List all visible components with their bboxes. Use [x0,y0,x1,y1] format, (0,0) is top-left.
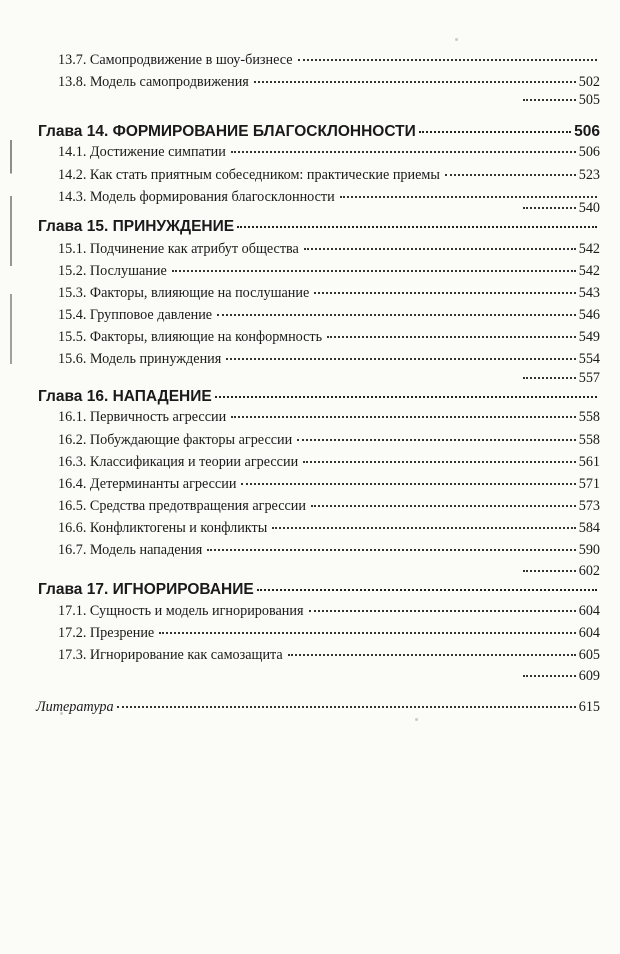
scan-speck [455,38,458,41]
toc-section [58,48,600,69]
toc-page-number [520,88,600,109]
toc-dot-leader [288,640,576,656]
toc-entry-title: 14.3. Модель формирования благосклонности [58,189,335,205]
scan-speck [415,718,418,721]
toc-references [36,695,600,716]
toc-entry-title: 16.7. Модель нападения [58,542,203,558]
toc-section [58,621,600,642]
toc-dot-leader [231,137,576,153]
toc-section [58,325,600,346]
toc-entry-title: 17.2. Презрение [58,625,155,641]
toc-page-number: 573 [578,498,600,514]
toc-entry-title: 17.3. Игнорирование как самозащита [58,647,283,663]
toc-page-number: 571 [578,476,600,492]
toc-entry-title: Литература [36,699,114,715]
toc-dot-leader [159,618,576,634]
toc-dot-leader [523,363,576,379]
toc-page-number: 554 [578,351,600,367]
toc-section [58,185,600,206]
toc-dot-leader [207,535,575,551]
toc-dot-leader [226,344,575,360]
toc-dot-leader [523,85,576,101]
toc-page-number: 543 [578,285,600,301]
toc-dot-leader [215,382,597,398]
toc-entry-title: Глава 16. НАПАДЕНИЕ [38,388,212,405]
toc-section [58,450,600,471]
toc-entry-title: 15.1. Подчинение как атрибут общества [58,241,299,257]
toc-section [58,140,600,161]
toc-dot-leader [419,117,571,133]
toc-entry-title: Глава 17. ИГНОРИРОВАНИЕ [38,581,254,598]
toc-page-number: 540 [578,200,600,216]
toc-entry-title: 15.3. Факторы, влияющие на послушание [58,285,310,301]
toc-page-number: 602 [578,563,600,579]
toc-section [58,494,600,515]
toc-section [58,163,600,184]
toc-entry-title: 16.3. Классификация и теории агрессии [58,454,299,470]
toc-entry-title: 17.1. Сущность и модель игнорирования [58,603,304,619]
toc-dot-leader [445,160,576,176]
toc-section [58,516,600,537]
toc-dot-leader [237,212,597,228]
toc-dot-leader [172,256,576,272]
toc-page-number: 557 [578,370,600,386]
toc-page-number: 558 [578,409,600,425]
toc-section [58,259,600,280]
toc-entry-title: 16.6. Конфликтогены и конфликты [58,520,268,536]
toc-entry-title: 15.5. Факторы, влияющие на конформность [58,329,323,345]
toc-dot-leader [241,469,575,485]
toc-dot-leader [523,556,576,572]
toc-dot-leader [231,402,576,418]
toc-section [58,405,600,426]
toc-dot-leader [327,322,576,338]
toc-page-number [520,664,600,685]
toc-page-number: 615 [578,699,600,715]
toc-dot-leader [311,491,576,507]
scan-edge-mark [10,140,12,420]
toc-entry-title: 16.2. Побуждающие факторы агрессии [58,432,293,448]
toc-entry-title: 15.2. Послушание [58,263,167,279]
toc-dot-leader [303,447,576,463]
toc-section [58,428,600,449]
toc-dot-leader [257,575,597,591]
toc-page-number: 604 [578,603,600,619]
toc-dot-leader [297,425,575,441]
toc-entry-title: 15.6. Модель принуждения [58,351,222,367]
toc-section [58,281,600,302]
toc-section [58,599,600,620]
toc-page-number: 506 [574,123,600,140]
toc-entry-title: Глава 14. ФОРМИРОВАНИЕ БЛАГОСКЛОННОСТИ [38,123,416,140]
toc-dot-leader [304,234,576,250]
toc-section [58,347,600,368]
toc-page-number: 506 [578,144,600,160]
toc-section [58,237,600,258]
toc-dot-leader [217,300,576,316]
toc-entry-title: 14.2. Как стать приятным собеседником: практические приемы [58,167,440,183]
toc-dot-leader [117,692,576,708]
toc-entry-title: 15.4. Групповое давление [58,307,213,323]
toc-entry-title: 16.5. Средства предотвращения агрессии [58,498,306,514]
toc-page-number: 523 [578,167,600,183]
toc-section [58,303,600,324]
toc-dot-leader [254,67,576,83]
toc-page-number: 604 [578,625,600,641]
toc-entry-title: 13.8. Модель самопродвижения [58,74,249,90]
toc-dot-leader [272,513,575,529]
toc-dot-leader [298,45,597,61]
toc-entry-title: 16.1. Первичность агрессии [58,409,227,425]
toc-page-number: 609 [578,668,600,684]
toc-entry-title: 16.4. Детерминанты агрессии [58,476,237,492]
toc-dot-leader [523,661,576,677]
toc-section [58,472,600,493]
toc-page-number: 502 [578,74,600,90]
toc-dot-leader [309,596,576,612]
toc-section [58,643,600,664]
toc-page-number: 542 [578,241,600,257]
toc-page-number: 561 [578,454,600,470]
toc-dot-leader [314,278,575,294]
toc-page-number: 584 [578,520,600,536]
toc-page-number: 505 [578,92,600,108]
toc-entry-title: 14.1. Достижение симпатии [58,144,226,160]
toc-entry-title: Глава 15. ПРИНУЖДЕНИЕ [38,218,235,235]
toc-page-number: 546 [578,307,600,323]
toc-page-number: 549 [578,329,600,345]
toc-section [58,538,600,559]
toc-section [58,70,600,91]
toc-chapter [38,215,600,236]
toc-dot-leader [523,193,576,209]
toc-page-number: 590 [578,542,600,558]
toc-page-number: 558 [578,432,600,448]
toc-entry-title: 13.7. Самопродвижение в шоу-бизнесе [58,52,293,68]
toc-page-number: 542 [578,263,600,279]
toc-page-number: 605 [578,647,600,663]
